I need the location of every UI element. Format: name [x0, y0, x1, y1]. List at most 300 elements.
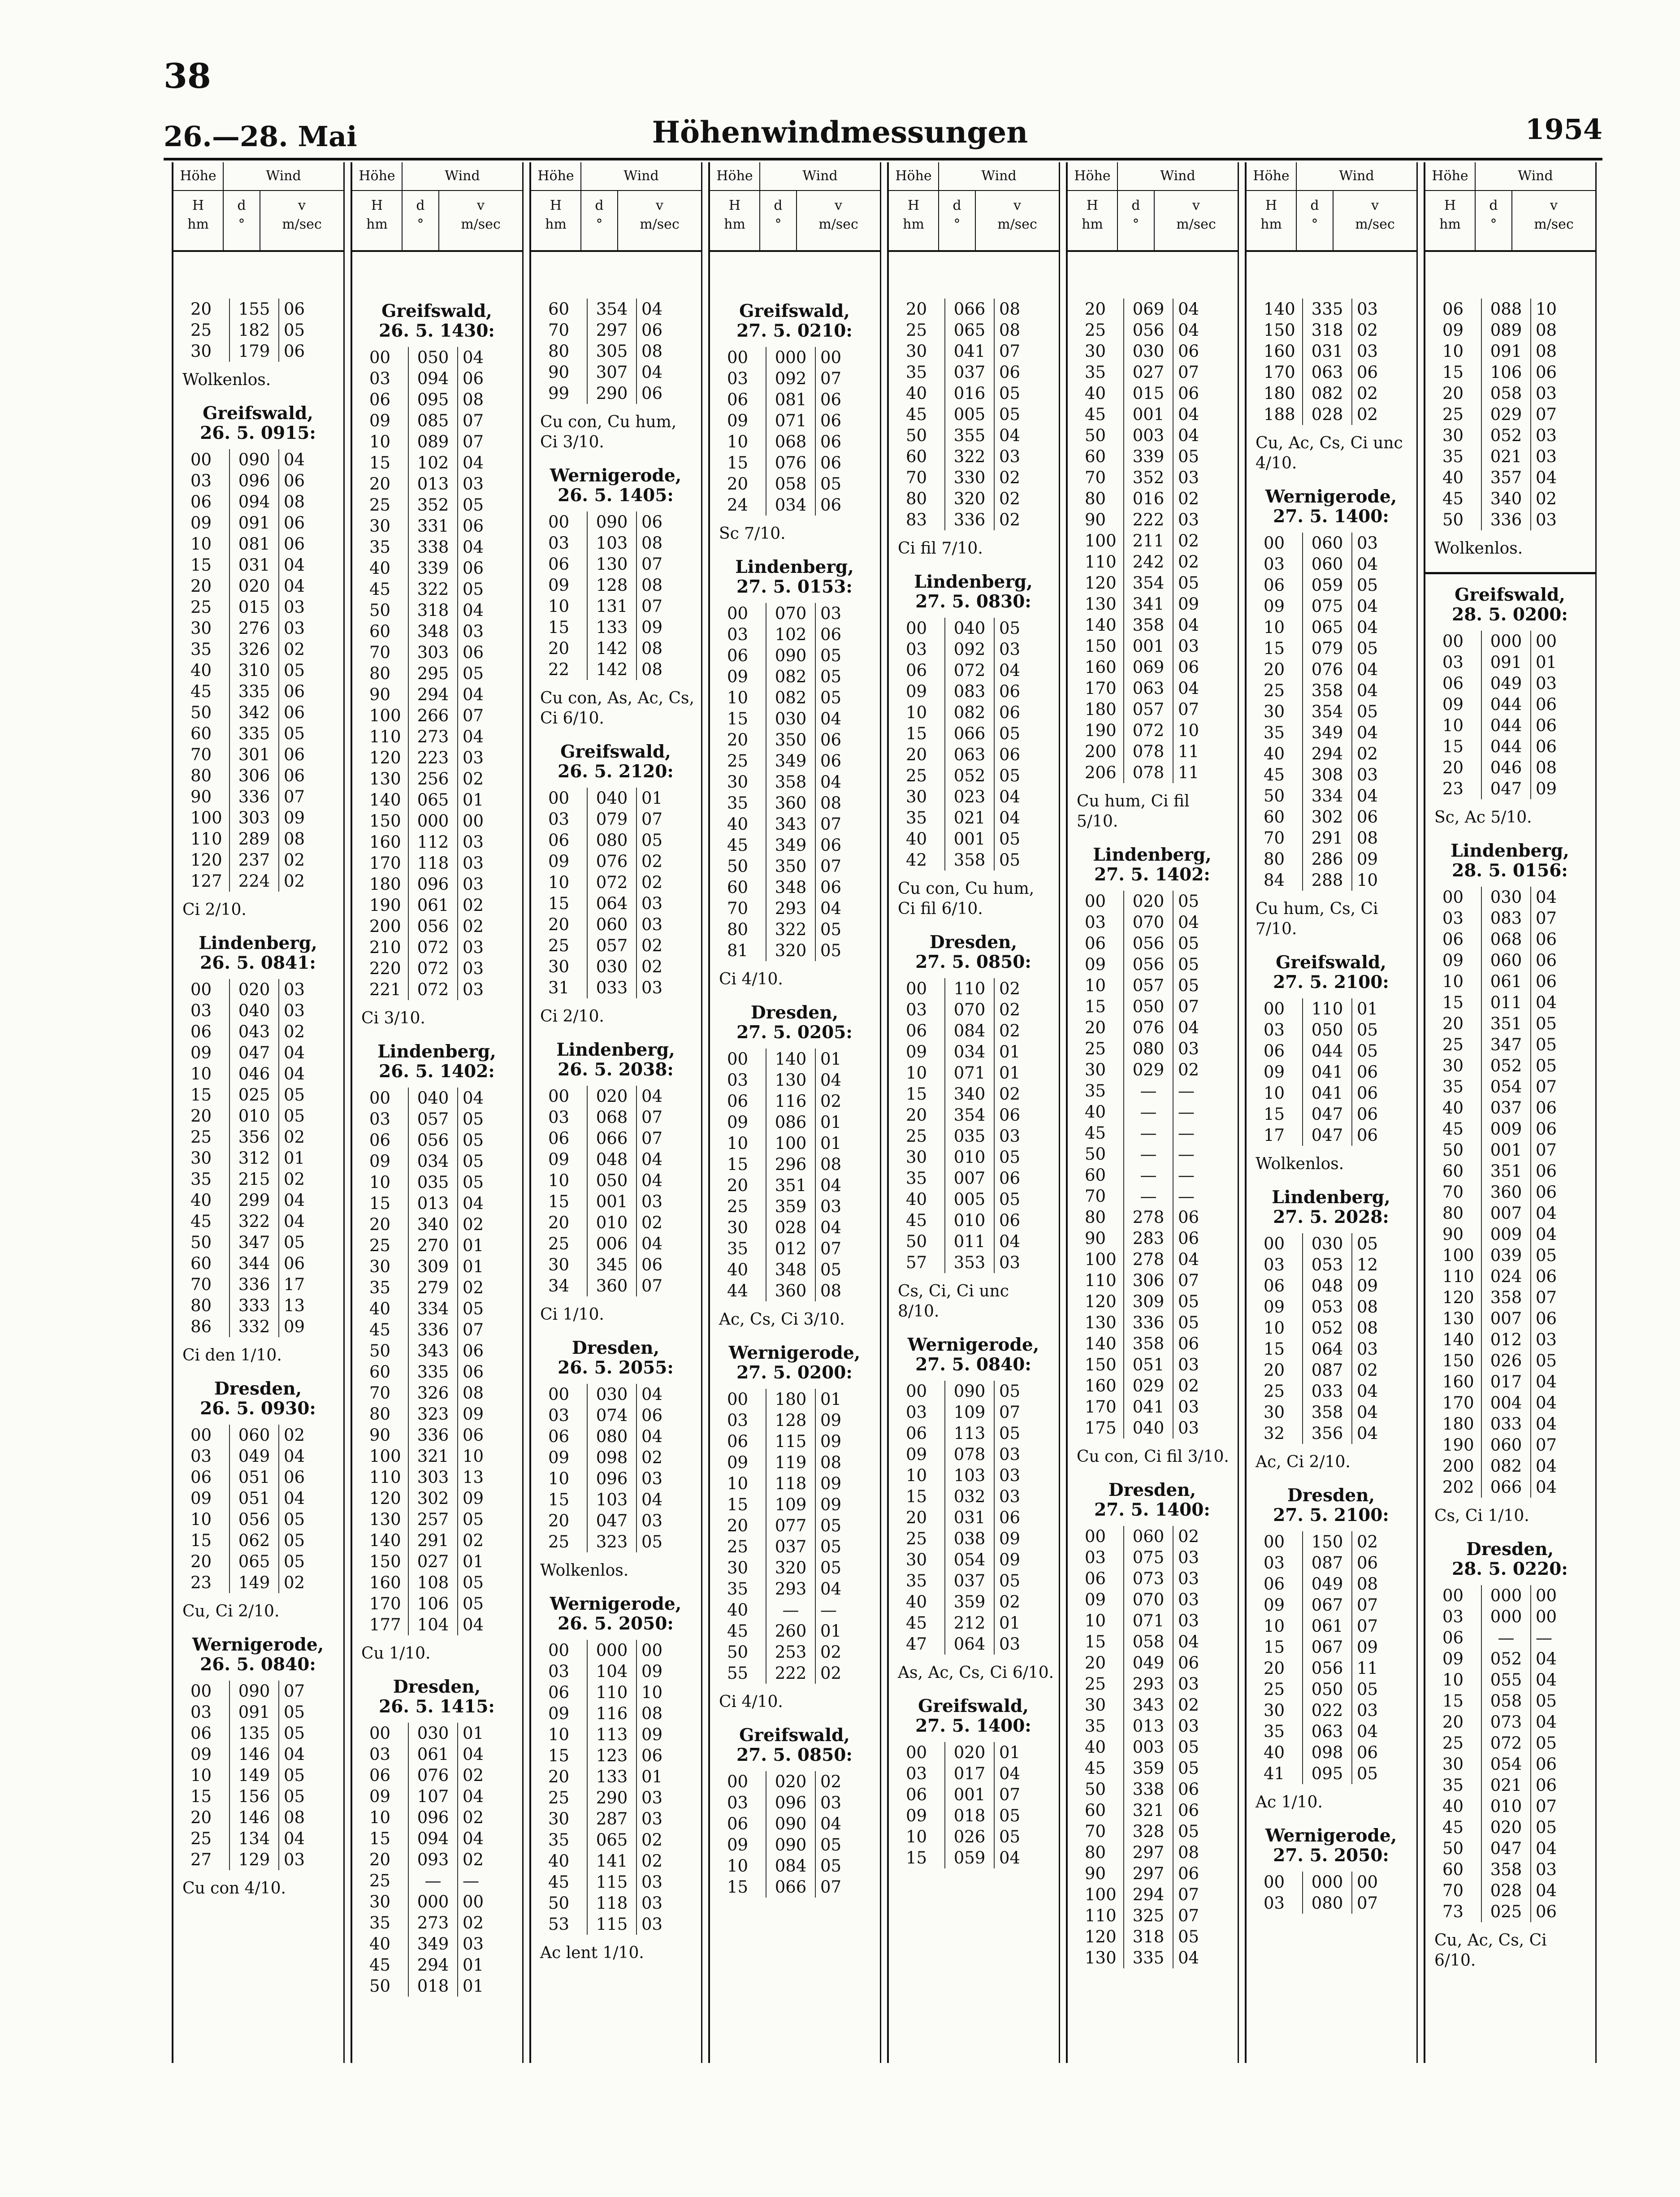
observation-time: 27. 5. 0205:: [736, 1022, 853, 1043]
height-cell: 25: [191, 598, 212, 617]
height-cell: 25: [1264, 1680, 1285, 1699]
direction-cell: 057: [1123, 699, 1173, 720]
direction-cell: 030: [1481, 887, 1531, 908]
height-cell: 09: [1442, 321, 1464, 340]
height-cell: 00: [191, 1426, 212, 1445]
measurement-table: [544, 1086, 677, 1296]
height-cell: 200: [1085, 742, 1117, 761]
height-cell: 09: [548, 852, 570, 871]
direction-cell: 330: [944, 467, 995, 488]
height-cell: 15: [548, 1490, 570, 1509]
height-cell: 06: [1442, 1628, 1464, 1647]
speed-cell: 06: [1357, 1083, 1378, 1103]
table-row: [365, 1593, 498, 1614]
speed-cell: 03: [463, 1934, 484, 1954]
direction-cell: 050: [1302, 1679, 1352, 1700]
table-row: [723, 1663, 856, 1684]
table-row: [1438, 1034, 1572, 1055]
table-row: [723, 1473, 856, 1494]
direction-cell: 072: [408, 937, 458, 958]
measurement-table: [1438, 887, 1572, 1498]
direction-cell: 091: [229, 512, 279, 533]
observation-time: 27. 5. 0153:: [736, 576, 853, 597]
table-row: [186, 618, 320, 639]
height-cell: 10: [906, 1466, 927, 1485]
direction-cell: 253: [766, 1642, 816, 1663]
speed-cell: 03: [641, 1192, 663, 1211]
speed-cell: 06: [1357, 1062, 1378, 1082]
speed-cell: 05: [1536, 1056, 1557, 1075]
speed-cell: 04: [463, 1829, 484, 1848]
direction-cell: 339: [408, 558, 458, 579]
height-cell: 180: [369, 875, 401, 894]
height-header: Höhe: [1247, 162, 1297, 190]
height-cell: 00: [191, 980, 212, 999]
table-row: [901, 1105, 1035, 1126]
speed-cell: 04: [1536, 1881, 1557, 1900]
height-cell: 73: [1442, 1902, 1464, 1921]
station-name: Wernigerode,: [192, 1634, 324, 1655]
v-label: v: [1192, 198, 1200, 213]
v-unit: m/sec: [997, 217, 1037, 232]
table-row: [186, 1765, 320, 1786]
table-row: [901, 1126, 1035, 1147]
speed-cell: 02: [1357, 1361, 1378, 1380]
speed-cell: 05: [820, 1835, 842, 1855]
table-row: [723, 1792, 856, 1813]
direction-cell: 128: [766, 1410, 816, 1431]
speed-cell: 01: [820, 1390, 842, 1409]
direction-cell: 067: [1302, 1595, 1352, 1616]
station-heading: [714, 301, 875, 341]
table-row: [544, 1850, 677, 1872]
speed-cell: 05: [820, 667, 842, 686]
cloud-note: Cu con, Ci fil 3/10.: [1077, 1447, 1229, 1466]
table-row: [186, 449, 320, 470]
direction-cell: 321: [408, 1446, 458, 1467]
table-row: [186, 1042, 320, 1063]
height-cell: 06: [1264, 1276, 1285, 1296]
height-cell: 50: [1264, 786, 1285, 806]
table-row: [1438, 715, 1572, 736]
table-row: [1438, 1585, 1572, 1606]
height-cell: 130: [369, 769, 401, 789]
measurement-table: [723, 1771, 856, 1898]
speed-cell: 04: [641, 1427, 663, 1446]
table-row: [544, 1787, 677, 1808]
height-cell: 30: [906, 1148, 927, 1167]
direction-cell: 109: [944, 1402, 995, 1423]
direction-cell: 009: [1481, 1224, 1531, 1245]
table-row: [901, 807, 1035, 828]
table-row: [1080, 678, 1214, 699]
table-row: [544, 1745, 677, 1766]
speed-cell: 07: [1536, 909, 1557, 928]
height-cell: 30: [191, 619, 212, 638]
wind-header: Wind: [981, 168, 1017, 184]
station-heading: [535, 742, 697, 781]
table-row: [901, 639, 1035, 660]
height-cell: 110: [1085, 552, 1117, 572]
table-row: [365, 1235, 498, 1256]
table-row: [1259, 806, 1393, 828]
cloud-note: Wolkenlos.: [1434, 539, 1523, 558]
direction-cell: 027: [408, 1551, 458, 1572]
height-cell: 10: [548, 597, 570, 616]
speed-cell: 10: [1357, 871, 1378, 890]
height-cell: 15: [548, 1746, 570, 1765]
table-row: [901, 341, 1035, 362]
height-cell: 09: [1085, 1590, 1106, 1609]
wind-header: Wind: [802, 168, 838, 184]
speed-cell: 06: [641, 384, 663, 403]
direction-cell: 307: [587, 362, 637, 383]
table-row: [186, 1849, 320, 1870]
height-cell: 25: [1442, 1035, 1464, 1054]
direction-cell: 278: [1123, 1249, 1173, 1270]
height-cell: 09: [1264, 1595, 1285, 1615]
h-label: H: [550, 198, 562, 213]
height-cell: 120: [191, 850, 222, 870]
station-heading: [356, 301, 518, 341]
table-row: [365, 1214, 498, 1235]
table-row: [186, 1446, 320, 1467]
table-row: [1080, 1038, 1214, 1059]
direction-cell: 237: [229, 849, 279, 871]
direction-cell: 348: [766, 877, 816, 898]
v-unit: m/sec: [818, 217, 858, 232]
table-row: [723, 1217, 856, 1238]
table-column: [351, 162, 524, 2063]
table-row: [1438, 1224, 1572, 1245]
speed-cell: 02: [820, 1642, 842, 1662]
height-cell: 50: [191, 1233, 212, 1252]
direction-cell: 030: [408, 1723, 458, 1744]
speed-cell: 03: [641, 1872, 663, 1892]
direction-cell: 146: [229, 1807, 279, 1828]
table-column: [529, 162, 702, 2063]
direction-cell: 335: [229, 681, 279, 702]
direction-cell: 068: [1481, 929, 1531, 950]
height-cell: 35: [906, 363, 927, 382]
observation-time: 27. 5. 0850:: [736, 1745, 853, 1765]
direction-cell: 046: [229, 1063, 279, 1084]
speed-cell: 01: [284, 1148, 305, 1168]
speed-cell: 09: [641, 1662, 663, 1681]
speed-cell: 06: [641, 512, 663, 532]
station-name: Dresden,: [1287, 1485, 1375, 1506]
direction-cell: 007: [1481, 1308, 1531, 1329]
speed-cell: 07: [1178, 997, 1199, 1016]
speed-cell: 06: [999, 682, 1021, 701]
direction-cell: 355: [944, 425, 995, 446]
height-cell: 35: [191, 640, 212, 659]
speed-cell: 05: [1178, 1313, 1199, 1332]
direction-cell: 118: [766, 1473, 816, 1494]
direction-cell: 128: [587, 575, 637, 596]
direction-cell: 096: [408, 874, 458, 895]
measurement-table: [1259, 998, 1393, 1146]
height-cell: 09: [1264, 1062, 1285, 1082]
direction-cell: 182: [229, 320, 279, 341]
speed-cell: 04: [1536, 1712, 1557, 1732]
table-row: [901, 467, 1035, 488]
height-cell: 220: [369, 959, 401, 978]
table-row: [1080, 1716, 1214, 1737]
speed-cell: 06: [1178, 1780, 1199, 1799]
table-row: [186, 639, 320, 660]
table-row: [723, 1876, 856, 1898]
speed-cell: 05: [1536, 1035, 1557, 1054]
direction-cell: 142: [587, 638, 637, 659]
station-heading: [1250, 487, 1412, 526]
height-cell: 60: [1264, 807, 1285, 827]
speed-cell: 01: [641, 789, 663, 808]
table-row: [1259, 743, 1393, 764]
d-unit: °: [953, 217, 961, 232]
height-cell: 00: [191, 450, 212, 469]
direction-cell: 076: [1302, 659, 1352, 680]
speed-cell: 03: [284, 619, 305, 638]
speed-cell: 05: [463, 664, 484, 683]
direction-cell: 110: [587, 1682, 637, 1703]
height-cell: 50: [1085, 1780, 1106, 1799]
direction-cell: 135: [229, 1723, 279, 1744]
direction-cell: 001: [587, 1191, 637, 1212]
speed-cell: 11: [1357, 1659, 1378, 1678]
direction-cell: 338: [1123, 1779, 1173, 1800]
table-row: [186, 1551, 320, 1572]
table-row: [901, 425, 1035, 446]
speed-cell: 06: [820, 751, 842, 771]
speed-cell: 03: [1357, 533, 1378, 553]
height-cell: 15: [191, 555, 212, 575]
table-row: [186, 512, 320, 533]
height-cell: 17: [1264, 1126, 1285, 1145]
table-row: [186, 1425, 320, 1446]
table-row: [1080, 1207, 1214, 1228]
speed-cell: 02: [999, 510, 1021, 529]
direction-cell: 050: [408, 347, 458, 368]
v-unit: m/sec: [1176, 217, 1216, 232]
speed-cell: 11: [1178, 742, 1199, 761]
direction-cell: 360: [766, 793, 816, 814]
height-cell: 03: [191, 471, 212, 490]
table-row: [365, 789, 498, 810]
speed-cell: 03: [1178, 468, 1199, 487]
direction-cell: 030: [1123, 341, 1173, 362]
height-cell: 00: [906, 1382, 927, 1401]
table-row: [1438, 1140, 1572, 1161]
table-row: [1438, 757, 1572, 778]
speed-cell: 05: [463, 1573, 484, 1592]
table-row: [365, 1954, 498, 1976]
station-name: Dresden,: [572, 1338, 660, 1358]
direction-cell: 026: [1481, 1350, 1531, 1371]
column-header: [531, 162, 701, 252]
cloud-note: Ci 2/10.: [540, 1007, 604, 1026]
h-label: H: [1265, 198, 1277, 213]
measurement-table: [901, 299, 1035, 530]
direction-cell: 063: [1123, 678, 1173, 699]
speed-cell: 05: [1357, 1680, 1378, 1699]
table-row: [186, 533, 320, 555]
height-cell: 25: [191, 321, 212, 340]
direction-cell: 012: [766, 1238, 816, 1259]
height-cell: 100: [1442, 1246, 1474, 1265]
speed-cell: 03: [463, 854, 484, 873]
height-cell: 30: [369, 516, 391, 536]
measurement-table: [723, 347, 856, 516]
height-cell: 15: [1442, 1691, 1464, 1711]
speed-cell: 09: [1357, 1276, 1378, 1296]
direction-cell: 000: [1481, 1606, 1531, 1627]
speed-cell: 06: [284, 471, 305, 490]
direction-cell: 089: [408, 431, 458, 452]
table-row: [365, 853, 498, 874]
height-cell: 15: [191, 1787, 212, 1806]
height-cell: 20: [369, 1850, 391, 1869]
speed-cell: 03: [463, 748, 484, 767]
table-row: [365, 642, 498, 663]
height-cell: 40: [906, 384, 927, 403]
direction-cell: 060: [587, 914, 637, 935]
direction-cell: 000: [408, 810, 458, 832]
height-cell: 35: [1442, 1776, 1464, 1795]
speed-cell: 05: [463, 1299, 484, 1318]
direction-cell: 351: [1481, 1161, 1531, 1182]
cloud-note: Cu con, Cu hum, Ci 3/10.: [540, 413, 677, 451]
measurement-table: [723, 1389, 856, 1684]
speed-cell: 02: [999, 468, 1021, 487]
speed-cell: 03: [463, 980, 484, 999]
height-cell: 00: [369, 1088, 391, 1108]
height-cell: 00: [727, 348, 749, 367]
direction-cell: 060: [1302, 533, 1352, 554]
height-cell: 80: [906, 489, 927, 508]
table-row: [1438, 929, 1572, 950]
height-cell: 09: [906, 1042, 927, 1062]
measurement-table: [544, 1384, 677, 1552]
direction-cell: 038: [944, 1528, 995, 1549]
speed-cell: 05: [820, 941, 842, 960]
station-heading: [892, 1335, 1054, 1374]
height-cell: 25: [1442, 405, 1464, 424]
speed-cell: 02: [284, 871, 305, 891]
direction-cell: 085: [408, 410, 458, 431]
direction-cell: 276: [229, 618, 279, 639]
direction-cell: 033: [587, 977, 637, 998]
speed-cell: 09: [999, 1529, 1021, 1548]
height-cell: 03: [1264, 555, 1285, 574]
height-cell: 09: [548, 576, 570, 595]
wind-header: Wind: [624, 168, 659, 184]
speed-cell: 05: [1536, 1351, 1557, 1370]
table-row: [723, 1771, 856, 1792]
direction-cell: 013: [408, 473, 458, 494]
direction-cell: 012: [1481, 1329, 1531, 1350]
table-row: [186, 1127, 320, 1148]
speed-cell: 07: [1178, 363, 1199, 382]
table-row: [365, 663, 498, 684]
direction-cell: 068: [766, 431, 816, 452]
table-row: [901, 488, 1035, 509]
table-row: [1259, 764, 1393, 785]
height-cell: 09: [548, 1704, 570, 1723]
height-cell: 25: [369, 495, 391, 515]
cloud-note: As, Ac, Cs, Ci 6/10.: [898, 1664, 1054, 1682]
height-cell: 03: [548, 533, 570, 553]
speed-cell: 06: [1536, 972, 1557, 991]
speed-cell: 01: [820, 1621, 842, 1641]
wind-table: [172, 162, 1602, 2063]
height-cell: 09: [548, 1448, 570, 1467]
speed-cell: 04: [1357, 723, 1378, 742]
height-cell: 45: [1085, 1123, 1106, 1143]
speed-cell: 03: [641, 1469, 663, 1488]
height-cell: 15: [906, 1848, 927, 1868]
measurement-table: [186, 299, 320, 362]
height-cell: 10: [548, 1725, 570, 1744]
direction-cell: 031: [944, 1507, 995, 1528]
table-row: [723, 603, 856, 624]
cloud-note: Sc, Ac 5/10.: [1434, 808, 1532, 827]
direction-cell: 072: [1123, 720, 1173, 741]
height-cell: 03: [1264, 1553, 1285, 1573]
table-row: [723, 1431, 856, 1452]
speed-cell: 02: [820, 1772, 842, 1791]
direction-cell: 080: [1123, 1038, 1173, 1059]
table-row: [365, 1976, 498, 1997]
direction-cell: 320: [944, 488, 995, 509]
speed-cell: 06: [820, 625, 842, 644]
station-heading: [714, 557, 875, 597]
table-row: [723, 1389, 856, 1410]
speed-cell: 06: [1536, 737, 1557, 756]
height-cell: 170: [1264, 363, 1295, 382]
table-row: [365, 537, 498, 558]
speed-cell: 00: [463, 1892, 484, 1911]
table-row: [1438, 362, 1572, 383]
height-cell: 06: [548, 1427, 570, 1446]
speed-cell: 04: [641, 363, 663, 382]
direction-cell: 082: [766, 666, 816, 687]
direction-cell: 063: [944, 744, 995, 765]
height-cell: 30: [1264, 1701, 1285, 1720]
observation-time: 27. 5. 0840:: [915, 1354, 1031, 1375]
direction-cell: 360: [587, 1275, 637, 1296]
measurement-table: [544, 511, 677, 680]
height-cell: 160: [1085, 1376, 1117, 1395]
speed-cell: 06: [641, 1406, 663, 1425]
height-cell: 60: [1442, 1161, 1464, 1181]
table-row: [186, 1467, 320, 1488]
height-cell: 35: [1264, 1722, 1285, 1741]
table-row: [901, 999, 1035, 1020]
table-row: [544, 1426, 677, 1447]
direction-cell: 028: [1302, 404, 1352, 425]
table-row: [1259, 554, 1393, 575]
speed-cell: 01: [463, 1236, 484, 1255]
table-row: [723, 1557, 856, 1578]
speed-cell: 02: [1178, 489, 1199, 508]
height-cell: 160: [369, 832, 401, 852]
height-cell: 35: [369, 1913, 391, 1933]
direction-cell: 335: [1123, 1947, 1173, 1968]
station-name: Lindenberg,: [735, 557, 854, 577]
speed-cell: 07: [641, 555, 663, 574]
table-row: [186, 1807, 320, 1828]
